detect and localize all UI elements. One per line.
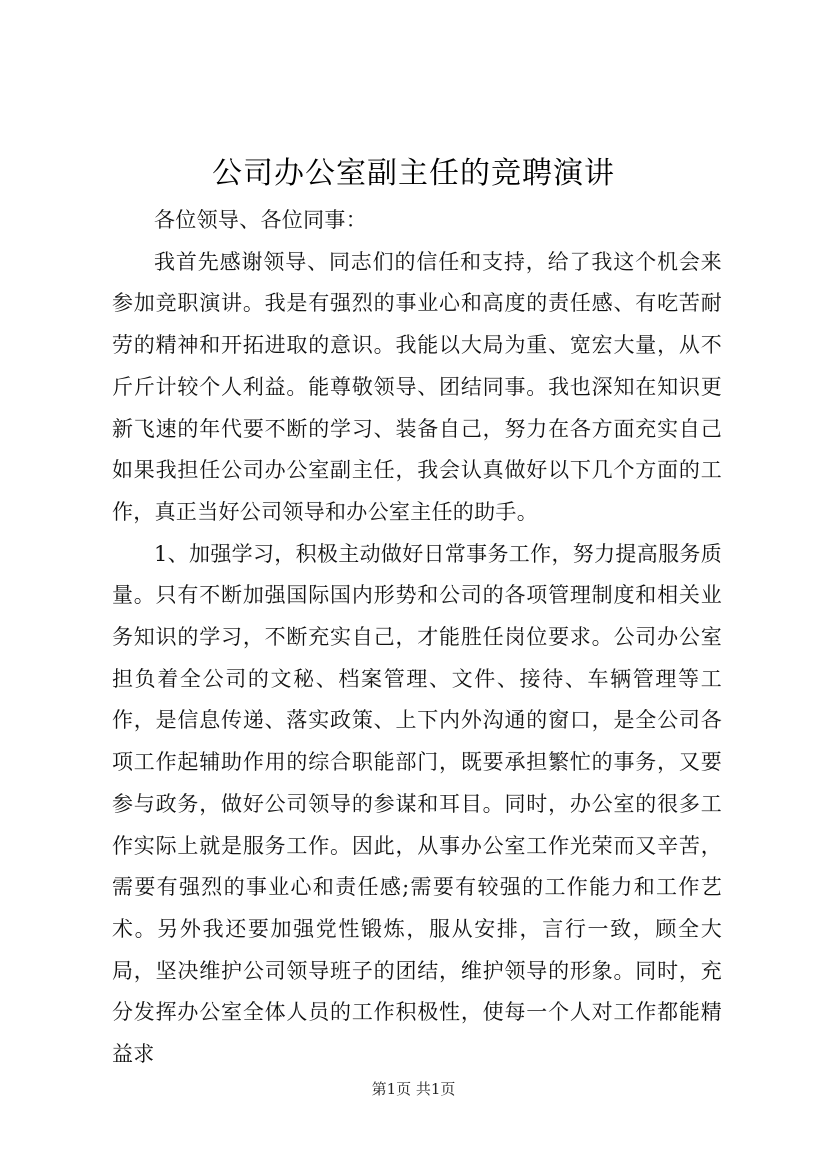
intro-paragraph: 我首先感谢领导、同志们的信任和支持，给了我这个机会来参加竞职演讲。我是有强烈的事业心和高度的责任感、有吃苦耐劳的精神和开拓进取的意识。我能以大局为重、宽宏大量，从不斤斤计较个人利益。能尊敬领导、团结同事。我也深知在知识更新飞速的年代要不断的学习、装备自己，努力在各方面充实自己如果我担任公司办公室副主任，我会认真做好以下几个方面的工作，真正当好公司领导和办公室主任的助手。 — [112, 249, 722, 524]
page-number-footer: 第1页 共1页 — [371, 1080, 456, 1098]
point-one-paragraph: 1、加强学习，积极主动做好日常事务工作，努力提高服务质量。只有不断加强国际国内形势和公司的各项管理制度和相关业务知识的学习，不断充实自己，才能胜任岗位要求。公司办公室担负着全公司的文秘、档案管理、文件、接待、车辆管理等工作，是信息传递、落实政策、上下内外沟通的窗口，是全公司各项工作起辅助作用的综合职能部门，既要承担繁忙的事务，又要参与政务，做好公司领导的参谋和耳目。同时，办公室的很多工作实际上就是服务工作。因此，从事办公室工作光荣而又辛苦，需要有强烈的事业心和责任感;需要有较强的工作能力和工作艺术。另外我还要加强党性锻炼，服从安排，言行一致，顾全大局，坚决维护公司领导班子的团结，维护领导的形象。同时，充分发挥办公室全体人员的工作积极性，使每一个人对工作都能精益求 — [112, 541, 722, 1067]
document-title: 公司办公室副主任的竞聘演讲 — [212, 156, 615, 191]
document-body — [112, 200, 722, 1076]
salutation-paragraph: 各位领导、各位同事： — [154, 208, 367, 232]
